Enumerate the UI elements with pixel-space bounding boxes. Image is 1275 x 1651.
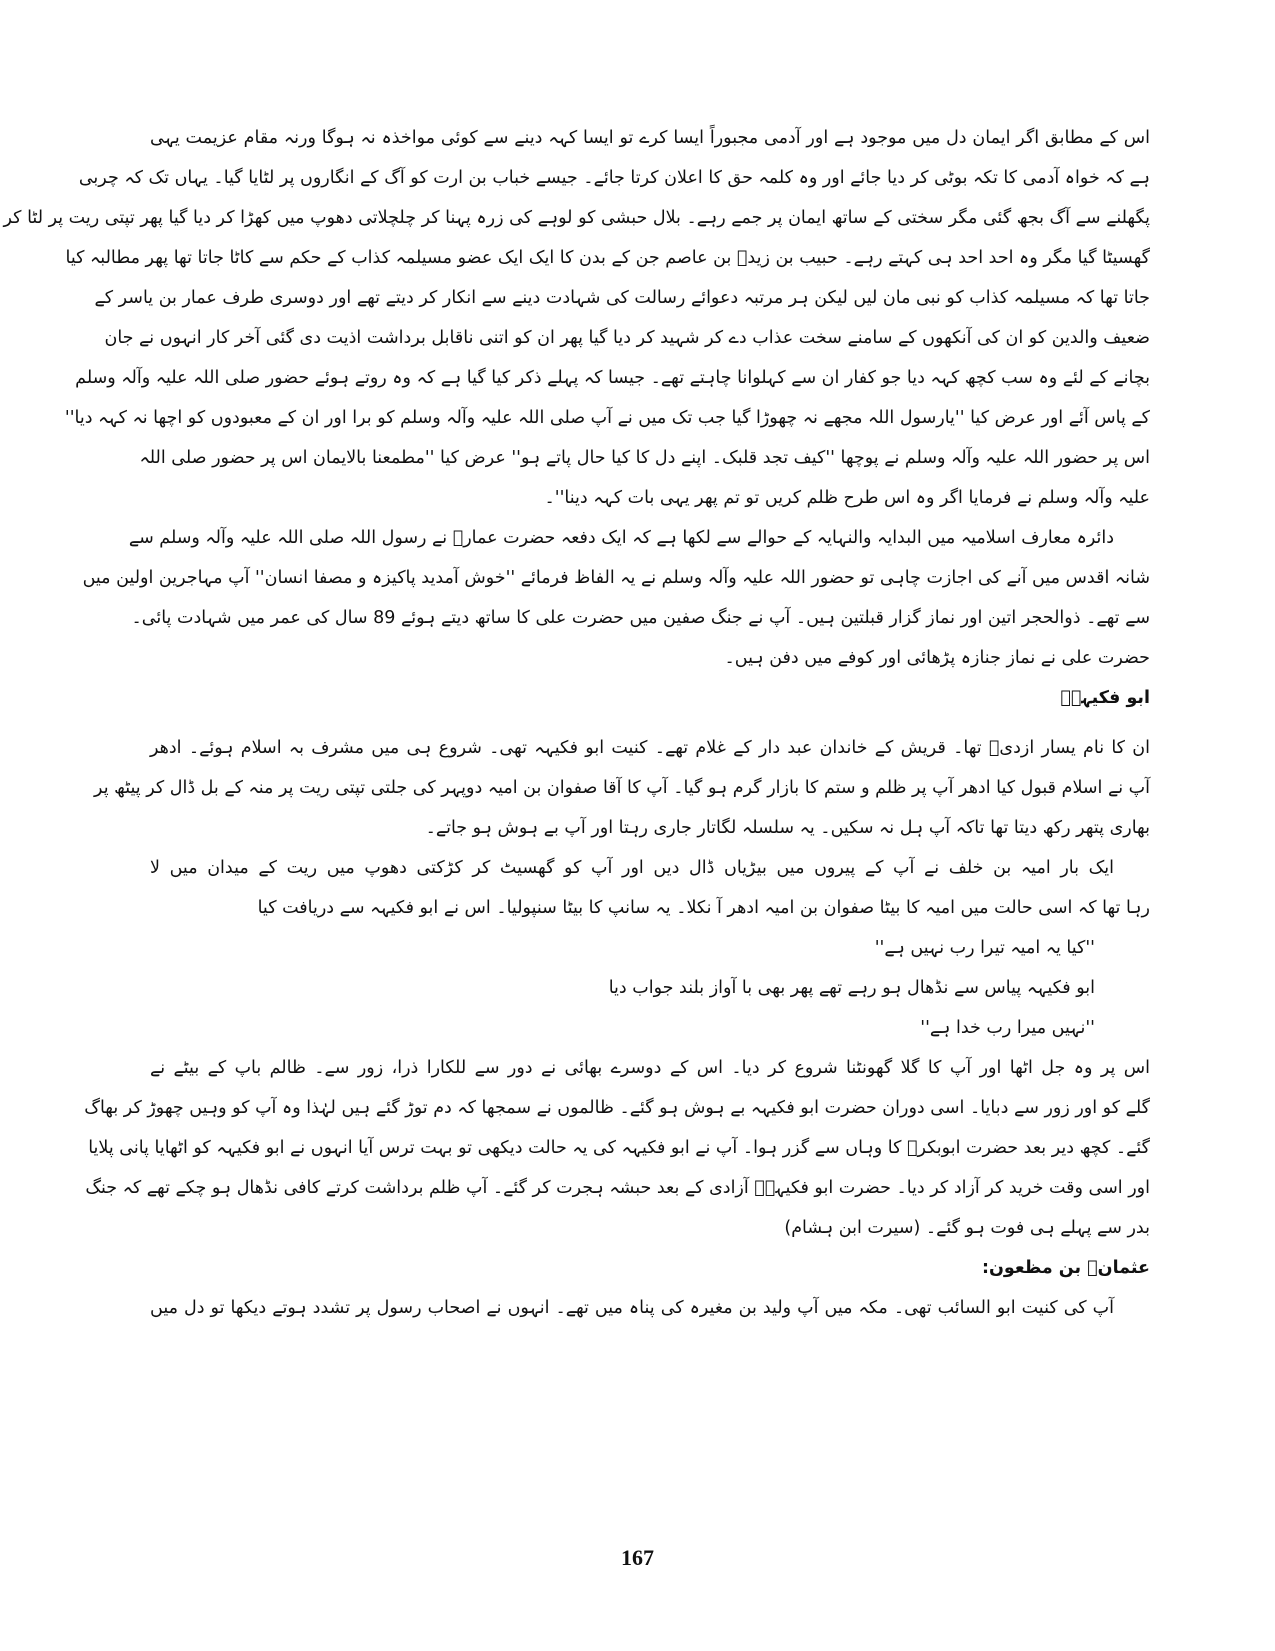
text-line: پگھلنے سے آگ بجھ گئی مگر سختی کے ساتھ ایمان پر جمے رہے۔ بلال حبشی کو لوہے کی زرہ پہنا کر چلچلاتی دھوپ میں کھڑا کر دیا گیا پھر تپتی ریت پر لٹا کر — [3, 208, 1150, 228]
text-line: رہا تھا کہ اسی حالت میں امیہ کا بیٹا صفوان بن امیہ ادھر آ نکلا۔ یہ سانپ کا بیٹا سنپولیا۔ اس نے ابو فکیہہ سے دریافت کیا — [257, 898, 1150, 918]
text-line: بدر سے پہلے ہی فوت ہو گئے۔ (سیرت ابن ہشام) — [784, 1218, 1150, 1238]
quote-line: ''نہیں میرا رب خدا ہے'' — [920, 1018, 1095, 1038]
text-line: آپ کی کنیت ابو السائب تھی۔ مکہ میں آپ ولید بن مغیرہ کی پناہ میں تھے۔ انہوں نے اصحاب رسول پر تشدد ہوتے دیکھا تو دل میں — [150, 1298, 1114, 1318]
text-line: علیہ وآلہ وسلم نے فرمایا اگر وہ اس طرح ظلم کریں تو تم پھر یہی بات کہہ دینا''۔ — [544, 488, 1150, 508]
document-body — [3, 118, 1150, 1538]
quote-line: ''کیا یہ امیہ تیرا رب نہیں ہے'' — [874, 938, 1095, 958]
text-line: آپ نے اسلام قبول کیا ادھر آپ پر ظلم و ستم کا بازار گرم ہو گیا۔ آپ کا آقا صفوان بن امیہ دوپہر کی جلتی تپتی ریت پر منہ کے بل ڈال کر پیٹھ پر — [94, 778, 1150, 798]
text-line: اس پر وہ جل اٹھا اور آپ کا گلا گھونٹنا شروع کر دیا۔ اس کے دوسرے بھائی نے دور سے للکارا ذرا، زور سے۔ ظالم باپ کے بیٹے نے — [150, 1058, 1150, 1078]
text-line: گئے۔ کچھ دیر بعد حضرت ابوبکرؓ کا وہاں سے گزر ہوا۔ آپ نے ابو فکیہہ کی یہ حالت دیکھی تو بہت ترس آیا انہوں نے ابو فکیہہ کو اٹھایا پانی پلایا — [88, 1138, 1150, 1158]
text-line: بچانے کے لئے وہ سب کچھ کہہ دیا جو کفار ان سے کہلوانا چاہتے تھے۔ جیسا کہ پہلے ذکر کیا گیا ہے کہ وہ روتے ہوئے حضور صلی اللہ علیہ وآلہ وسلم — [75, 368, 1150, 388]
text-line: ایک بار امیہ بن خلف نے آپ کے پیروں میں بیڑیاں ڈال دیں اور آپ کو گھسیٹ کر کڑکتی دھوپ میں ریت کے میدان میں لا — [150, 858, 1114, 878]
text-line: اس پر حضور اللہ علیہ وآلہ وسلم نے پوچھا ''کیف تجد قلبک۔ اپنے دل کا کیا حال پاتے ہو'' عرض کیا ''مطمعنا بالایمان اس پر حضور صلی اللہ — [139, 448, 1150, 468]
text-line: اس کے مطابق اگر ایمان دل میں موجود ہے اور آدمی مجبوراً ایسا کرے تو ایسا کہہ دینے سے کوئی مواخذہ نہ ہوگا ورنہ مقام عزیمت یہی — [150, 128, 1150, 148]
text-line: شانہ اقدس میں آنے کی اجازت چاہی تو حضور اللہ علیہ وآلہ وسلم نے یہ الفاظ فرمائے ''خوش آمدید پاکیزہ و مصفا انسان'' آپ مہاجرین اولین میں — [82, 568, 1150, 588]
paragraph-gap — [150, 718, 1150, 728]
page-number: 167 — [621, 1545, 654, 1570]
text-line: کے پاس آئے اور عرض کیا ''یارسول اللہ مجھے نہ چھوڑا گیا جب تک میں نے آپ صلی اللہ علیہ وآلہ وسلم کو برا اور ان کے معبودوں کو اچھا نہ کہہ دیا'' — [64, 408, 1150, 428]
section-heading-uthman-bin-mazoon: عثمانؓ بن مظعون: — [981, 1258, 1150, 1278]
text-line: جاتا تھا کہ مسیلمہ کذاب کو نبی مان لیں لیکن ہر مرتبہ دعوائے رسالت کی شہادت دینے سے انکار کر دیتے تھے اور دوسری طرف عمار بن یاسر کے — [94, 288, 1150, 308]
text-line: ان کا نام یسار ازدیؓ تھا۔ قریش کے خاندان عبد دار کے غلام تھے۔ کنیت ابو فکیہہ تھی۔ شروع ہی میں مشرف بہ اسلام ہوئے۔ ادھر — [150, 738, 1150, 758]
text-line: ضعیف والدین کو ان کی آنکھوں کے سامنے سخت عذاب دے کر شہید کر دیا گیا پھر ان کو اتنی ناقابل برداشت اذیت دی گئی آخر کار انہوں نے جان — [104, 328, 1150, 348]
text-line: بھاری پتھر رکھ دیتا تھا تاکہ آپ ہل نہ سکیں۔ یہ سلسلہ لگاتار جاری رہتا اور آپ بے ہوش ہو جاتے۔ — [425, 818, 1150, 838]
text-line: سے تھے۔ ذوالحجر اتین اور نماز گزار قبلتین ہیں۔ آپ نے جنگ صفین میں حضرت علی کا ساتھ دیتے ہوئے 89 سال کی عمر میں شہادت پائی۔ — [131, 608, 1150, 628]
text-line: اور اسی وقت خرید کر آزاد کر دیا۔ حضرت ابو فکیہہؓ آزادی کے بعد حبشہ ہجرت کر گئے۔ آپ ظلم برداشت کرتے کافی نڈھال ہو چکے تھے کہ جنگ — [85, 1178, 1150, 1198]
text-line: حضرت علی نے نماز جنازہ پڑھائی اور کوفے میں دفن ہیں۔ — [724, 648, 1150, 668]
section-heading-abu-fukayha: ابو فکیہہؓ — [1060, 688, 1150, 708]
quote-line: ابو فکیہہ پیاس سے نڈھال ہو رہے تھے پھر بھی با آواز بلند جواب دیا — [608, 978, 1095, 998]
text-line: ہے کہ خواہ آدمی کا تکہ بوٹی کر دیا جائے اور وہ کلمہ حق کا اعلان کرتا جائے۔ جیسے خباب بن ارت کو آگ کے انگاروں پر لٹایا گیا۔ یہاں تک کہ چربی — [78, 168, 1150, 188]
text-line: دائرہ معارف اسلامیہ میں البدایہ والنہایہ کے حوالے سے لکھا ہے کہ ایک دفعہ حضرت عمارؓ نے رسول اللہ صلی اللہ علیہ وآلہ وسلم سے — [128, 528, 1114, 548]
text-line: گھسیٹا گیا مگر وہ احد احد ہی کہتے رہے۔ حبیب بن زیدؓ بن عاصم جن کے بدن کا ایک ایک عضو مسیلمہ کذاب کے حکم سے کاٹا جاتا تھا پھر مطالبہ کیا — [65, 248, 1150, 268]
text-line: گلے کو اور زور سے دبایا۔ اسی دوران حضرت ابو فکیہہ بے ہوش ہو گئے۔ ظالموں نے سمجھا کہ دم توڑ گئے ہیں لہٰذا وہ آپ کو وہیں چھوڑ کر بھاگ — [84, 1098, 1150, 1118]
